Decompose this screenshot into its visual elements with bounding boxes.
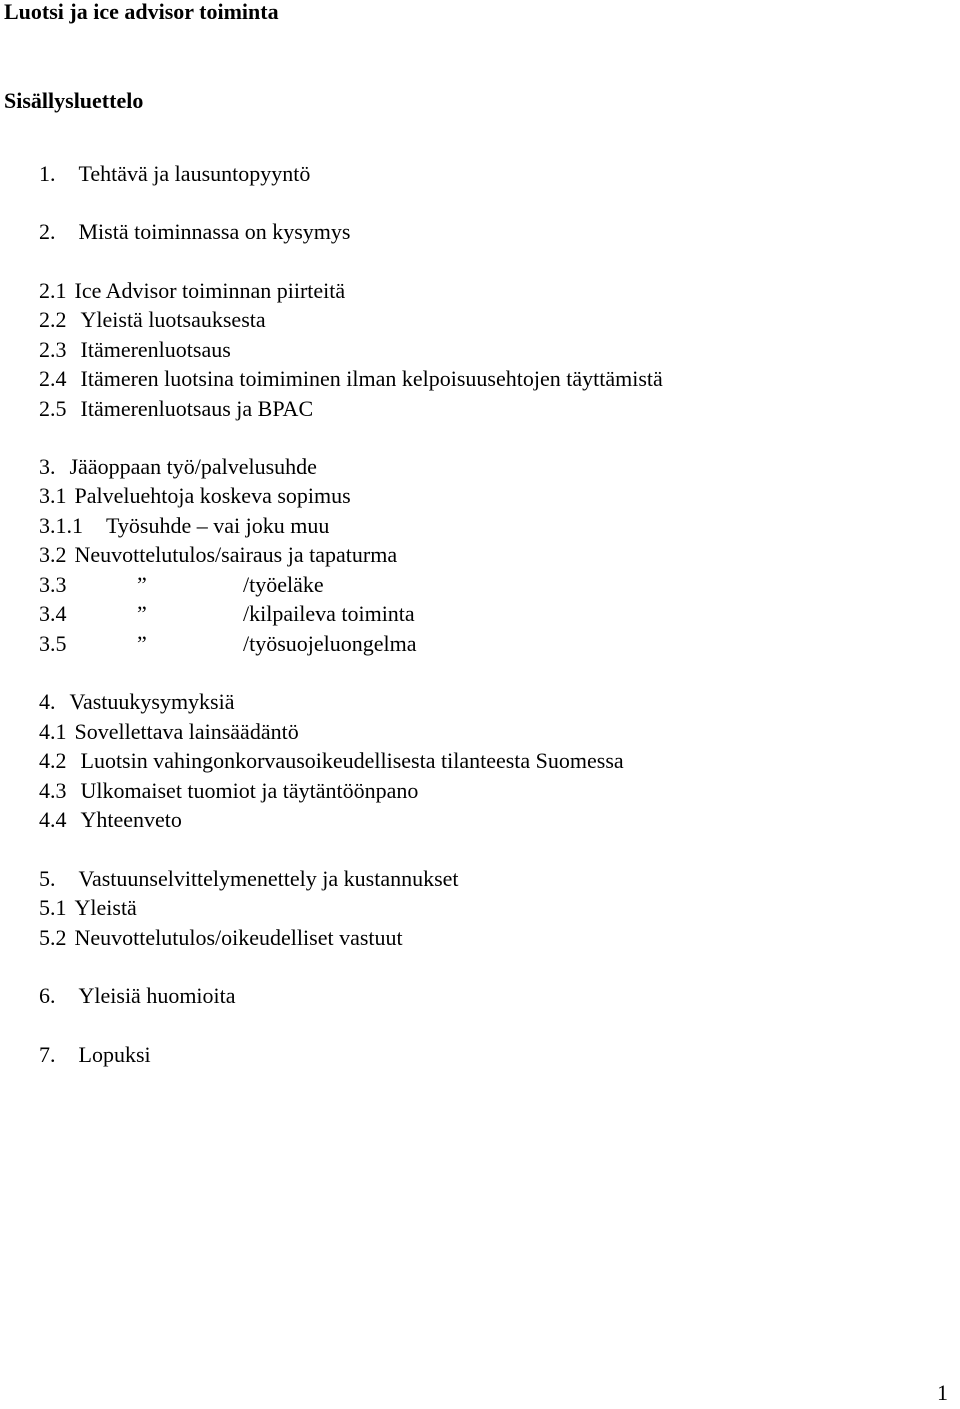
toc-entry-number: 5.2 (39, 925, 67, 950)
toc-entry (39, 866, 459, 892)
toc-entry (39, 307, 266, 333)
toc-entry-text: Yhteenveto (80, 807, 182, 832)
toc-entry (39, 366, 663, 392)
toc-entry-text: Sovellettava lainsäädäntö (74, 719, 299, 744)
toc-entry-number: 6. (39, 983, 56, 1008)
toc-entry-number: 2.3 (39, 337, 67, 362)
toc-entry-number: 2.2 (39, 307, 67, 332)
toc-entry-text: Itämeren luotsina toimiminen ilman kelpoisuusehtojen täyttämistä (80, 366, 663, 391)
toc-entry-text: Mistä toiminnassa on kysymys (78, 219, 351, 244)
toc-entry-number: 5.1 (39, 895, 67, 920)
toc-entry-number: 3.4 (39, 601, 67, 626)
toc-entry-number: 2.5 (39, 396, 67, 421)
toc-entry-number: 3.1.1 (39, 513, 83, 538)
toc-entry (39, 572, 324, 598)
toc-entry-text: Itämerenluotsaus (80, 337, 231, 362)
toc-entry (39, 689, 235, 715)
toc-entry-text: /kilpaileva toiminta (243, 601, 415, 626)
toc-heading: Sisällysluettelo (4, 88, 144, 113)
toc-entry-number: 4. (39, 689, 56, 714)
toc-entry (39, 454, 317, 480)
toc-entry (39, 778, 418, 804)
toc-entry-number: 7. (39, 1042, 56, 1067)
toc-entry-text: Työsuhde – vai joku muu (106, 513, 330, 538)
toc-entry-text: Yleistä (74, 895, 137, 920)
toc-entry (39, 748, 624, 774)
toc-entry-number: 4.1 (39, 719, 67, 744)
toc-entry (39, 631, 417, 657)
toc-entry-text: Ulkomaiset tuomiot ja täytäntöönpano (80, 778, 419, 803)
toc-entry (39, 337, 231, 363)
toc-entry (39, 483, 351, 509)
toc-entry-text: Yleistä luotsauksesta (80, 307, 266, 332)
toc-entry-number: 3.3 (39, 572, 67, 597)
toc-entry (39, 513, 329, 539)
page-number: 1 (937, 1380, 948, 1405)
toc-entry (39, 396, 313, 422)
toc-entry-text: /työeläke (243, 572, 324, 597)
toc-entry-number: 3.1 (39, 483, 67, 508)
toc-entry (39, 925, 403, 951)
ditto-mark: ” (137, 572, 147, 597)
toc-entry-number: 2.1 (39, 278, 67, 303)
toc-entry-number: 4.3 (39, 778, 67, 803)
toc-entry (39, 983, 236, 1009)
ditto-mark: ” (137, 601, 147, 626)
toc-entry (39, 219, 350, 245)
toc-entry-number: 2.4 (39, 366, 67, 391)
toc-entry-number: 3.5 (39, 631, 67, 656)
toc-entry-text: /työsuojeluongelma (243, 631, 417, 656)
toc-entry-text: Tehtävä ja lausuntopyyntö (78, 161, 311, 186)
toc-entry (39, 807, 182, 833)
toc-entry (39, 278, 345, 304)
toc-entry-text: Lopuksi (78, 1042, 151, 1067)
toc-entry-text: Vastuunselvittelymenettely ja kustannukset (78, 866, 459, 891)
toc-entry-number: 3. (39, 454, 56, 479)
toc-entry (39, 719, 299, 745)
toc-entry-text: Jääoppaan työ/palvelusuhde (69, 454, 317, 479)
toc-entry (39, 895, 137, 921)
document-title: Luotsi ja ice advisor toiminta (4, 0, 279, 24)
toc-entry-text: Ice Advisor toiminnan piirteitä (74, 278, 346, 303)
toc-entry-number: 2. (39, 219, 56, 244)
toc-entry-number: 5. (39, 866, 56, 891)
toc-entry-number: 1. (39, 161, 56, 186)
toc-entry-text: Vastuukysymyksiä (69, 689, 235, 714)
toc-entry-text: Palveluehtoja koskeva sopimus (74, 483, 351, 508)
toc-entry-text: Yleisiä huomioita (78, 983, 236, 1008)
toc-entry-number: 4.2 (39, 748, 67, 773)
toc-entry (39, 601, 415, 627)
toc-entry (39, 161, 310, 187)
toc-entry-number: 4.4 (39, 807, 67, 832)
toc-entry-text: Itämerenluotsaus ja BPAC (80, 396, 314, 421)
ditto-mark: ” (137, 631, 147, 656)
toc-entry-number: 3.2 (39, 542, 67, 567)
toc-entry-text: Luotsin vahingonkorvausoikeudellisesta tilanteesta Suomessa (80, 748, 624, 773)
toc-entry-text: Neuvottelutulos/sairaus ja tapaturma (74, 542, 398, 567)
toc-entry (39, 542, 397, 568)
toc-entry (39, 1042, 151, 1068)
toc-entry-text: Neuvottelutulos/oikeudelliset vastuut (74, 925, 403, 950)
